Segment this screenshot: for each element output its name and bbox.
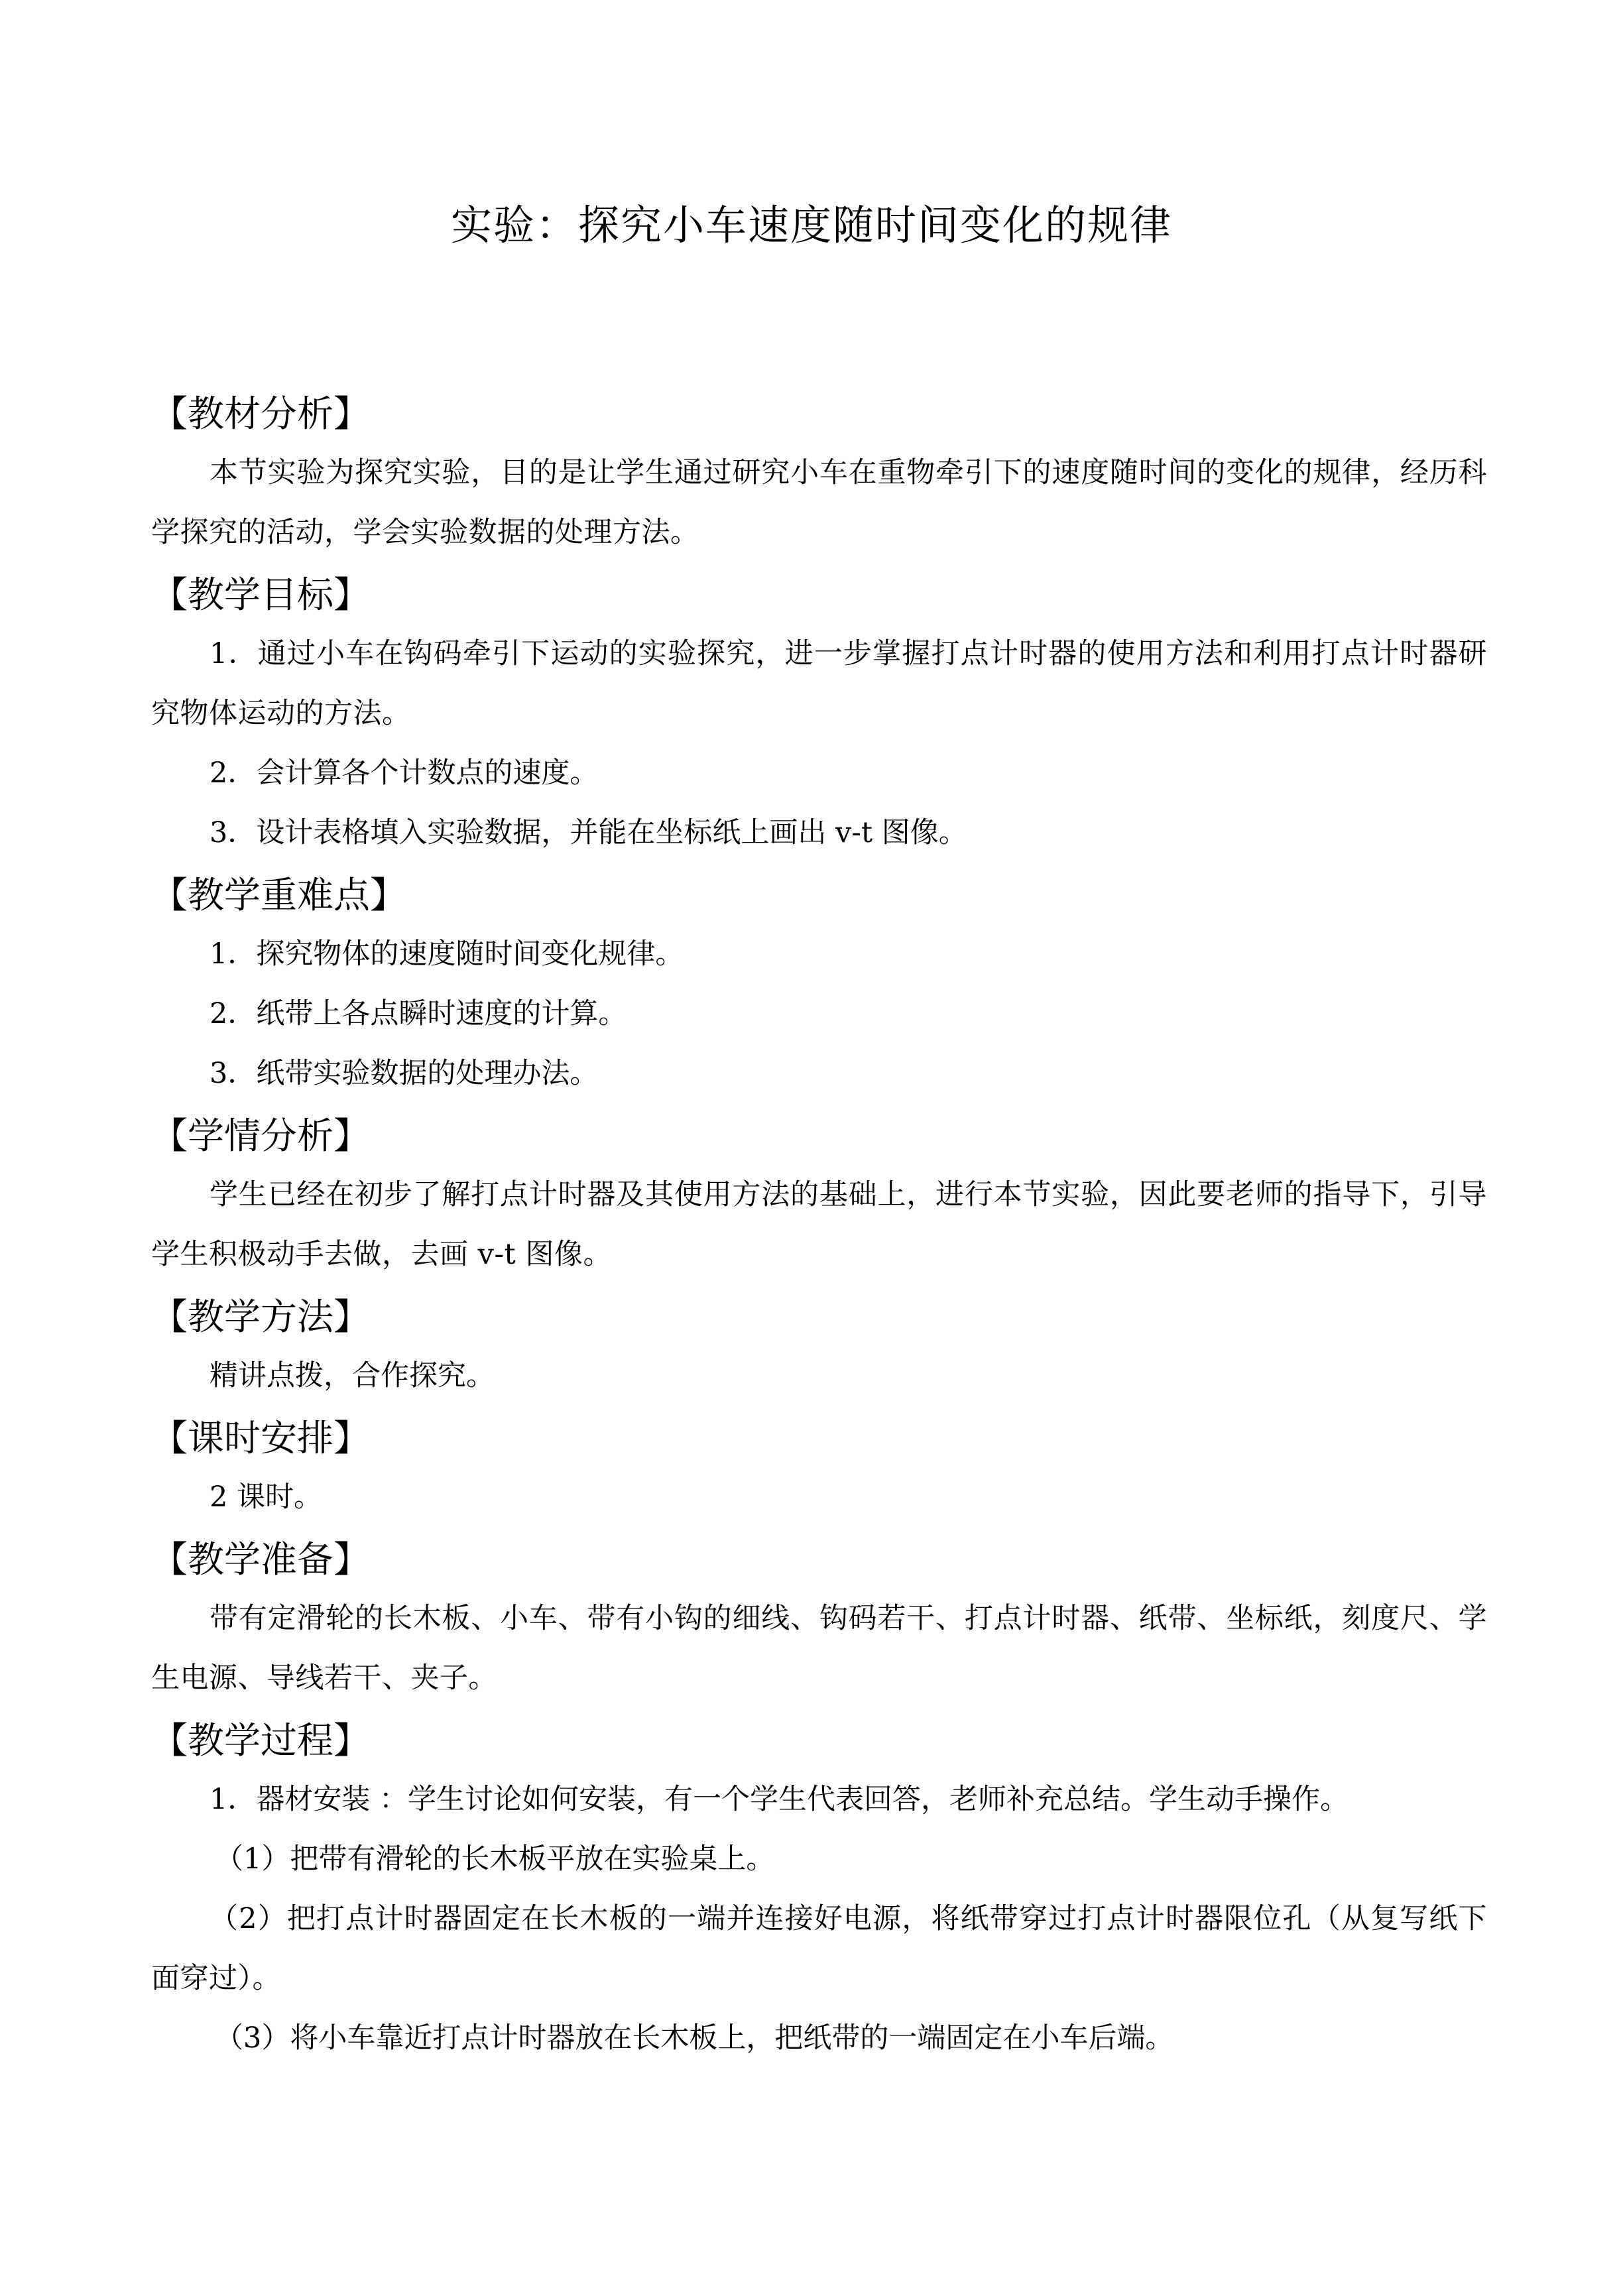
- section-heading-process: 【教学过程】: [151, 1719, 371, 1762]
- goal-item-3: 3．设计表格填入实验数据，并能在坐标纸上画出 v-t 图像。: [210, 816, 967, 849]
- section-heading-key-points: 【教学重难点】: [151, 874, 407, 916]
- section-heading-methods: 【教学方法】: [151, 1296, 371, 1338]
- process-step-3: （3）将小车靠近打点计时器放在长木板上，把纸带的一端固定在小车后端。: [215, 2022, 1174, 2055]
- section-heading-analysis: 【教材分析】: [151, 393, 371, 435]
- process-step-2: （2）把打点计时器固定在长木板的一端并连接好电源，将纸带穿过打点计时器限位孔（从复写纸下面穿过）。: [151, 1902, 1487, 1995]
- analysis-paragraph: 本节实验为探究实验，目的是让学生通过研究小车在重物牵引下的速度随时间的变化的规律，经历科学探究的活动，学会实验数据的处理方法。: [151, 456, 1487, 549]
- section-heading-goals: 【教学目标】: [151, 574, 371, 616]
- document-title: 实验：探究小车速度随时间变化的规律: [450, 201, 1172, 249]
- section-heading-schedule: 【课时安排】: [151, 1417, 371, 1459]
- preparation-paragraph: 带有定滑轮的长木板、小车、带有小钩的细线、钩码若干、打点计时器、纸带、坐标纸，刻度尺、学生电源、导线若干、夹子。: [151, 1602, 1487, 1695]
- schedule-text: 2 课时。: [210, 1480, 323, 1514]
- students-paragraph: 学生已经在初步了解打点计时器及其使用方法的基础上，进行本节实验，因此要老师的指导下，引导学生积极动手去做，去画 v-t 图像。: [151, 1178, 1487, 1271]
- key-point-item-1: 1．探究物体的速度随时间变化规律。: [210, 937, 684, 971]
- section-heading-students: 【学情分析】: [151, 1115, 371, 1157]
- section-heading-preparation: 【教学准备】: [151, 1538, 371, 1581]
- document-body: [151, 381, 1487, 2068]
- process-item-1: 1．器材安装 ：学生讨论如何安装，有一个学生代表回答，老师补充总结。学生动手操作。: [210, 1783, 1349, 1816]
- methods-text: 精讲点拨，合作探究。: [210, 1359, 495, 1392]
- process-step-1: （1）把带有滑轮的长木板平放在实验桌上。: [215, 1843, 775, 1876]
- goal-item-2: 2．会计算各个计数点的速度。: [210, 756, 599, 790]
- key-point-item-2: 2．纸带上各点瞬时速度的计算。: [210, 997, 627, 1030]
- goal-item-1: 1．通过小车在钩码牵引下运动的实验探究，进一步掌握打点计时器的使用方法和利用打点计时器研究物体运动的方法。: [151, 637, 1487, 730]
- key-point-item-3: 3．纸带实验数据的处理办法。: [210, 1057, 599, 1090]
